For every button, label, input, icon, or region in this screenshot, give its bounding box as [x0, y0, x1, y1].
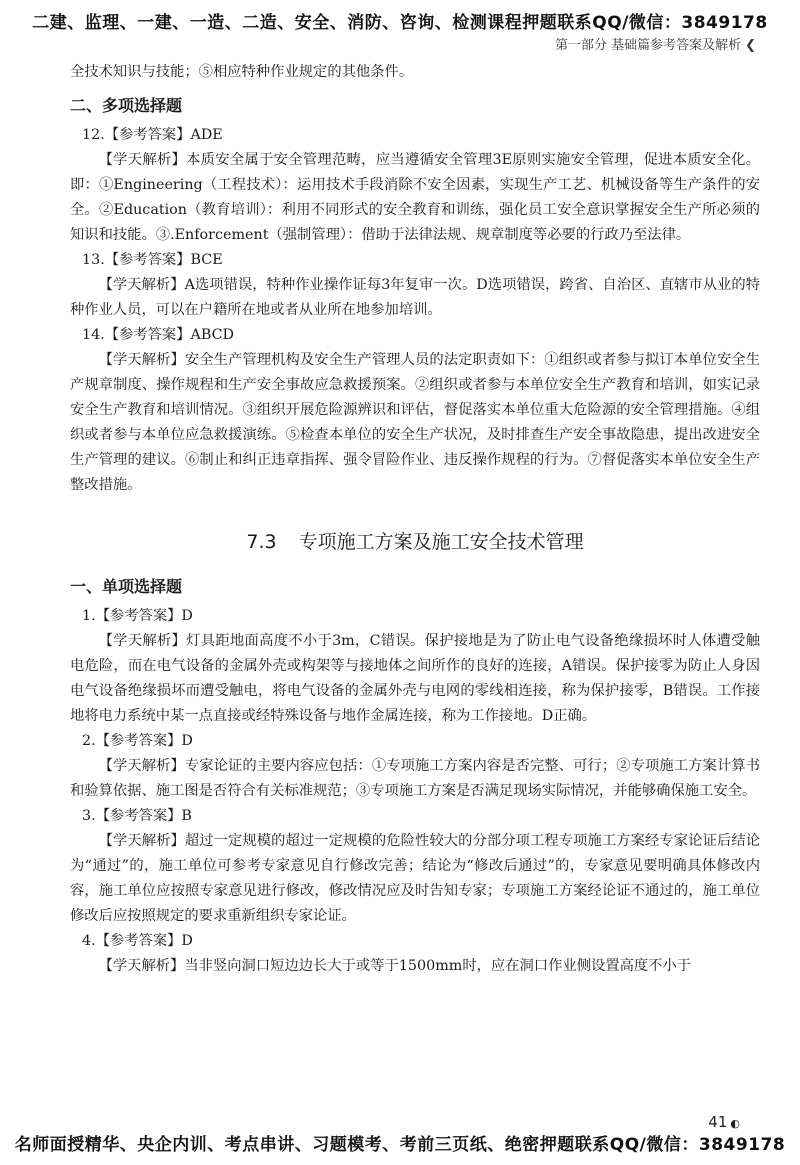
running-header-text: 第一部分 基础篇参考答案及解析 — [554, 38, 742, 53]
chapter-title: 专项施工方案及施工安全技术管理 — [298, 531, 584, 553]
explanation-14: 【学天解析】安全生产管理机构及安全生产管理人员的法定职责如下：①组织或者参与拟订本单位安全生产规章制度、操作规程和生产安全事故应急救援预案。②组织或者参与本单位安全生产教育和培训，如实记录安全生产教育和培训情况。③组织开展危险源辨识和评估，督促落实本单位重大危险源的安全管理措施。④组织或者参与本单位应急救援演练。⑤检查本单位的安全生产状况，及时排查生产安全事故隐患，提出改进安全生产管理的建议。⑥制止和纠正违章指挥、强令冒险作业、违反操作规程的行为。⑦督促落实本单位安全生产整改措施。 — [70, 352, 760, 493]
answer-12: 12.【参考答案】ADE — [82, 127, 223, 143]
explanation-12: 【学天解析】本质安全属于安全管理范畴，应当遵循安全管理3E原则实施安全管理，促进本质安全化。即：①Engineering（工程技术）：运用技术手段消除不安全因素，实现生产工艺、机械设备等生产条件的安全。②Education（教育培训）：利用不同形式的安全教育和训练，强化员工安全意识掌握安全生产所必须的知识和技能。③.Enforcement（强制管理）：借助于法律法规、规章制度等必要的行政乃至法律。 — [70, 152, 760, 243]
answer-1: 1.【参考答案】D — [82, 608, 193, 624]
chapter-number: 7.3 — [246, 531, 277, 553]
page-body — [70, 60, 760, 979]
explanation-2: 【学天解析】专家论证的主要内容应包括：①专项施工方案内容是否完整、可行；②专项施工方案计算书和验算依据、施工图是否符合有关标准规范；③专项施工方案是否满足现场实际情况，并能够确保施工安全。 — [70, 758, 760, 799]
section-heading-single-choice: 一、单项选择题 — [70, 577, 183, 596]
top-contact-banner: 二建、监理、一建、一造、二造、安全、消防、咨询、检测课程押题联系QQ/微信：3849178 — [32, 13, 768, 33]
page-number-value: 41 — [708, 1113, 728, 1131]
answer-13: 13.【参考答案】BCE — [82, 252, 223, 268]
explanation-13: 【学天解析】A选项错误，特种作业操作证每3年复审一次。D选项错误，跨省、自治区、直辖市从业的特种作业人员，可以在户籍所在地或者从业所在地参加培训。 — [70, 277, 760, 318]
section-heading-multiple-choice: 二、多项选择题 — [70, 96, 183, 115]
explanation-1: 【学天解析】灯具距地面高度不小于3m，C错误。保护接地是为了防止电气设备绝缘损坏时人体遭受触电危险，而在电气设备的金属外壳或构架等与接地体之间所作的良好的连接，A错误。保护接零为防止人身因电气设备绝缘损坏而遭受触电，将电气设备的金属外壳与电网的零线相连接，称为保护接零，B错误。工作接地将电力系统中某一点直接或经特殊设备与地作金属连接，称为工作接地。D正确。 — [70, 633, 760, 724]
explanation-3: 【学天解析】超过一定规模的超过一定规模的危险性较大的分部分项工程专项施工方案经专家论证后结论为“通过”的，施工单位可参考专家意见自行修改完善；结论为“修改后通过”的，专家意见要明确具体修改内容，施工单位应按照专家意见进行修改，修改情况应及时告知专家；专项施工方案经论证不通过的，施工单位修改后应按照规定的要求重新组织专家论证。 — [70, 833, 760, 924]
continued-paragraph: 全技术知识与技能；⑤相应特种作业规定的其他条件。 — [70, 64, 414, 80]
page-number — [708, 1113, 740, 1131]
running-header — [555, 34, 756, 53]
answer-2: 2.【参考答案】D — [82, 733, 193, 749]
answer-3: 3.【参考答案】B — [82, 808, 192, 824]
explanation-4: 【学天解析】当非竖向洞口短边边长大于或等于1500mm时，应在洞口作业侧设置高度不小于 — [98, 958, 692, 974]
chevron-left-icon: ❮ — [745, 38, 756, 53]
answer-4: 4.【参考答案】D — [82, 933, 193, 949]
page-ornament-icon: ◐ — [730, 1117, 740, 1130]
bottom-contact-banner: 名师面授精华、央企内训、考点串讲、习题模考、考前三页纸、绝密押题联系QQ/微信：3849178 — [14, 1135, 786, 1155]
answer-14: 14.【参考答案】ABCD — [82, 327, 235, 343]
chapter-heading — [70, 528, 760, 556]
